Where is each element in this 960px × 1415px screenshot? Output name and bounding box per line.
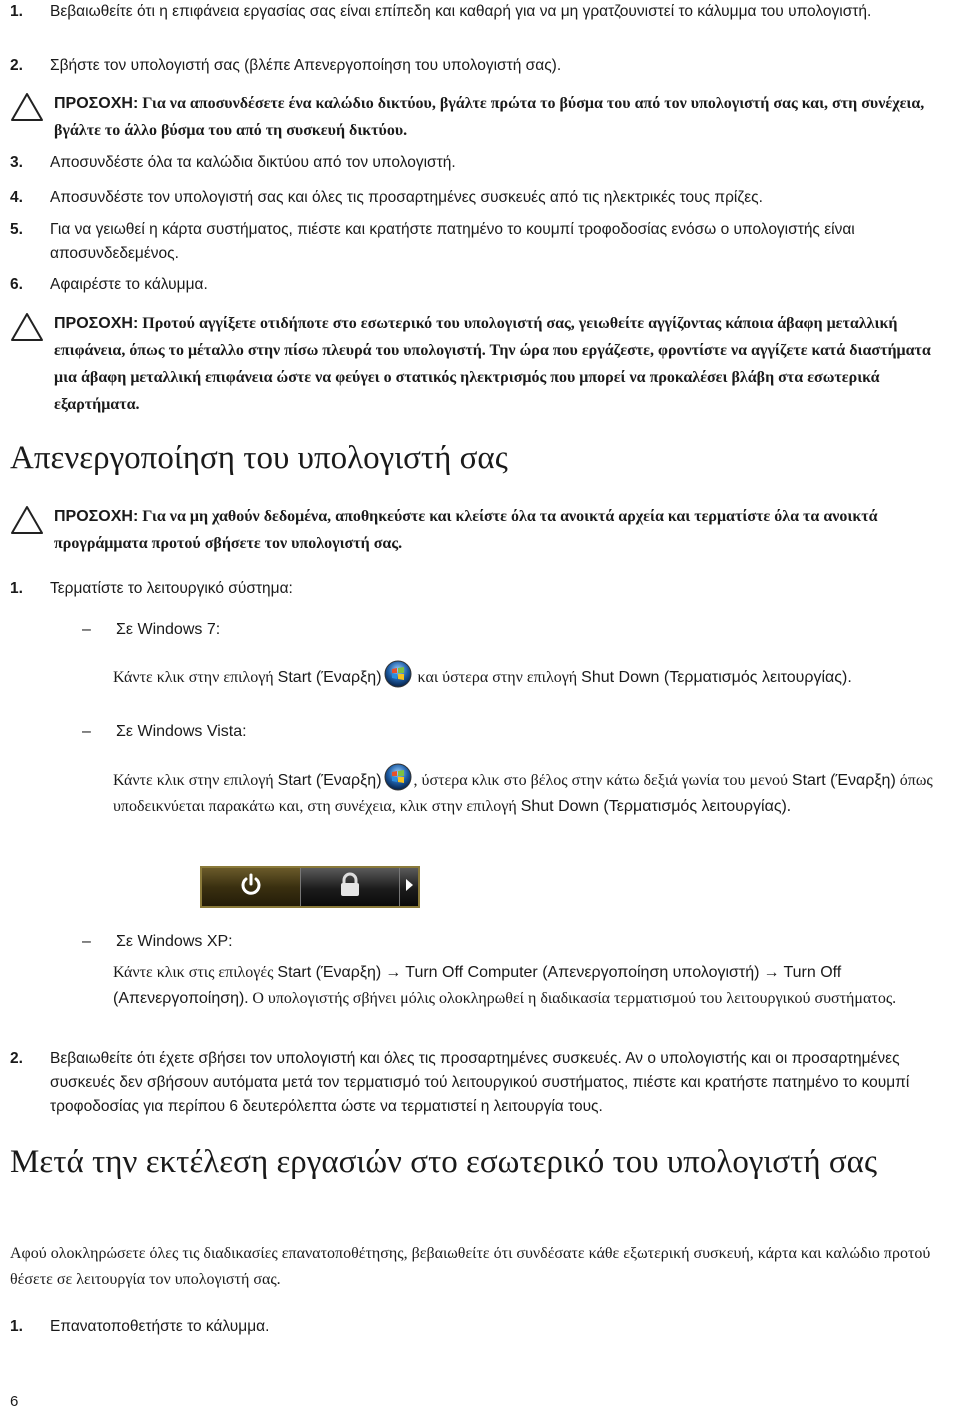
start-menu-ref: Start (Έναρξη)	[277, 964, 382, 981]
step-text: Επανατοποθετήστε το κάλυμμα.	[50, 1318, 270, 1335]
windows-start-orb-icon	[384, 763, 412, 791]
windows-start-orb-icon	[384, 660, 412, 688]
step-text: Βεβαιωθείτε ότι έχετε σβήσει τον υπολογιστή και όλες τις προσαρτημένες συσκευές. Αν ο υπολογιστής και οι προσαρτημένες συσκευές δεν σβήσουν αυτόματα μετά τον τερματισμό τού λειτουργικού συστήματος, πιέστε και κρατήστε πατημένο το κουμπί τροφοδοσίας για περίπου 6 δευτερόλεπτα ώστε να τερματιστεί η λειτουργία τους.	[50, 1050, 910, 1115]
period: .	[786, 798, 791, 815]
lock-button[interactable]	[301, 868, 400, 906]
step-4	[10, 186, 950, 210]
os-label: Σε Windows Vista:	[116, 723, 247, 740]
step-number: 1.	[10, 3, 23, 20]
vista-instructions	[113, 763, 958, 820]
instruction-text: και ύστερα στην επιλογή	[417, 669, 578, 686]
arrow-glyph: →	[763, 964, 780, 981]
instruction-text: όπως υποδεικνύεται παρακάτω και, στη συνέχεια, κλικ στην επιλογή	[113, 772, 933, 815]
os-item-vista	[82, 720, 942, 744]
step-number: 2.	[10, 1050, 23, 1067]
dash-bullet: –	[82, 723, 91, 740]
instruction-text: , ύστερα κλικ στο βέλος στην κάτω δεξιά γωνία του μενού	[413, 772, 788, 789]
after-step-1	[10, 1315, 950, 1339]
caution-triangle-icon	[10, 310, 54, 418]
step-text: Σβήστε τον υπολογιστή σας (βλέπε Απενεργοποίηση του υπολογιστή σας).	[50, 57, 562, 74]
step-text: Βεβαιωθείτε ότι η επιφάνεια εργασίας σας είναι επίπεδη και καθαρή για να μη γρατζουνιστεί το κάλυμμα του υπολογιστή.	[50, 3, 872, 20]
arrow-glyph: →	[385, 964, 402, 981]
os-label: Σε Windows 7:	[116, 621, 221, 638]
caution-label: ΠΡΟΣΟΧΗ:	[54, 315, 139, 332]
shutdown-ref: Shut Down (Τερματισμός λειτουργίας)	[520, 798, 787, 815]
step-number: 3.	[10, 154, 23, 171]
shutdown-ref: Shut Down (Τερματισμός λειτουργίας).	[581, 669, 852, 686]
step-number: 1.	[10, 1318, 23, 1335]
caution-label: ΠΡΟΣΟΧΗ:	[54, 95, 139, 112]
turn-off-ref: Turn Off (Απενεργοποίηση)	[113, 964, 842, 1007]
caution-text: Για να αποσυνδέσετε ένα καλώδιο δικτύου, βγάλτε πρώτα το βύσμα του από τον υπολογιστή σας και, στη συνέχεια, βγάλτε το άλλο βύσμα του από τη συσκευή δικτύου.	[54, 95, 925, 139]
section-title-shutdown: Απενεργοποίηση του υπολογιστή σας	[10, 440, 508, 476]
lock-icon	[338, 872, 362, 903]
instruction-text: Κάντε κλικ στην επιλογή	[113, 772, 274, 789]
caution-text: Για να μη χαθούν δεδομένα, αποθηκεύστε και κλείστε όλα τα ανοικτά αρχεία και τερματίστε όλα τα ανοικτά προγράμματα προτού σβήσετε τον υπολογιστή σας.	[54, 508, 878, 552]
step-text: Αφαιρέστε το κάλυμμα.	[50, 276, 208, 293]
step-6	[10, 273, 950, 297]
step-text: Αποσυνδέστε όλα τα καλώδια δικτύου από τον υπολογιστή.	[50, 154, 456, 171]
shutdown-step-2	[10, 1047, 950, 1119]
step-3	[10, 151, 950, 175]
start-menu-ref: Start (Έναρξη)	[277, 772, 382, 789]
dash-bullet: –	[82, 621, 91, 638]
step-number: 5.	[10, 221, 23, 238]
os-item-windows7	[82, 618, 942, 642]
turn-off-computer-ref: Turn Off Computer (Απενεργοποίηση υπολογιστή)	[405, 964, 760, 981]
step-text: Για να γειωθεί η κάρτα συστήματος, πιέστε και κρατήστε πατημένο το κουμπί τροφοδοσίας ενόσω ο υπολογιστής είναι αποσυνδεδεμένος.	[50, 221, 855, 262]
section-title-after-work: Μετά την εκτέλεση εργασιών στο εσωτερικό του υπολογιστή σας	[10, 1144, 878, 1180]
step-text: Αποσυνδέστε τον υπολογιστή σας και όλες τις προσαρτημένες συσκευές από τις ηλεκτρικές τους πρίζες.	[50, 189, 763, 206]
step-1	[10, 0, 950, 24]
instruction-text: Κάντε κλικ στην επιλογή	[113, 669, 274, 686]
os-item-xp	[82, 930, 942, 954]
instruction-text: Κάντε κλικ στις επιλογές	[113, 964, 274, 981]
period: .	[244, 990, 249, 1007]
caution-network	[10, 90, 950, 144]
caution-label: ΠΡΟΣΟΧΗ:	[54, 508, 139, 525]
caution-data	[10, 503, 950, 557]
caution-triangle-icon	[10, 90, 54, 144]
xp-instructions	[113, 960, 958, 1012]
step-number: 4.	[10, 189, 23, 206]
caution-text: Προτού αγγίξετε οτιδήποτε στο εσωτερικό του υπολογιστή σας, γειωθείτε αγγίζοντας κάποια άβαφη μεταλλική επιφάνεια, όπως το μέταλλο στην πίσω πλευρά του υπολογιστή. Την ώρα που εργάζεστε, φροντίστε να αγγίζετε κατά διαστήματα μια άβαφη μεταλλική επιφάνεια ώστε να φεύγει ο στατικός ηλεκτρισμός που μπορεί να προκαλέσει βλάβη στα εσωτερικά εξαρτήματα.	[54, 315, 931, 413]
step-number: 6.	[10, 276, 23, 293]
step-number: 1.	[10, 580, 23, 597]
shutdown-step-1	[10, 577, 950, 601]
power-button[interactable]	[202, 868, 301, 906]
step-5	[10, 218, 950, 266]
after-work-paragraph: Αφού ολοκληρώσετε όλες τις διαδικασίες επανατοποθέτησης, βεβαιωθείτε ότι συνδέσατε κάθε εξωτερική συσκευή, κάρτα και καλώδιο προτού θέσετε σε λειτουργία τον υπολογιστή σας.	[10, 1245, 931, 1288]
power-icon	[238, 872, 264, 903]
start-menu-ref: Start (Έναρξη)	[791, 772, 896, 789]
page-number: 6	[10, 1393, 19, 1410]
caution-triangle-icon	[10, 503, 54, 557]
step-text: Τερματίστε το λειτουργικό σύστημα:	[50, 580, 293, 597]
os-label: Σε Windows XP:	[116, 933, 233, 950]
caution-static	[10, 310, 950, 418]
dash-bullet: –	[82, 933, 91, 950]
step-number: 2.	[10, 57, 23, 74]
instruction-text: Ο υπολογιστής σβήνει μόλις ολοκληρωθεί η διαδικασία τερματισμού του λειτουργικού συστήματος.	[252, 990, 897, 1007]
step-2	[10, 54, 950, 78]
vista-start-menu-buttons	[200, 866, 420, 908]
shutdown-options-arrow[interactable]	[400, 868, 418, 906]
windows7-instructions	[113, 660, 958, 691]
arrow-right-icon	[404, 878, 414, 897]
start-menu-ref: Start (Έναρξη)	[277, 669, 382, 686]
